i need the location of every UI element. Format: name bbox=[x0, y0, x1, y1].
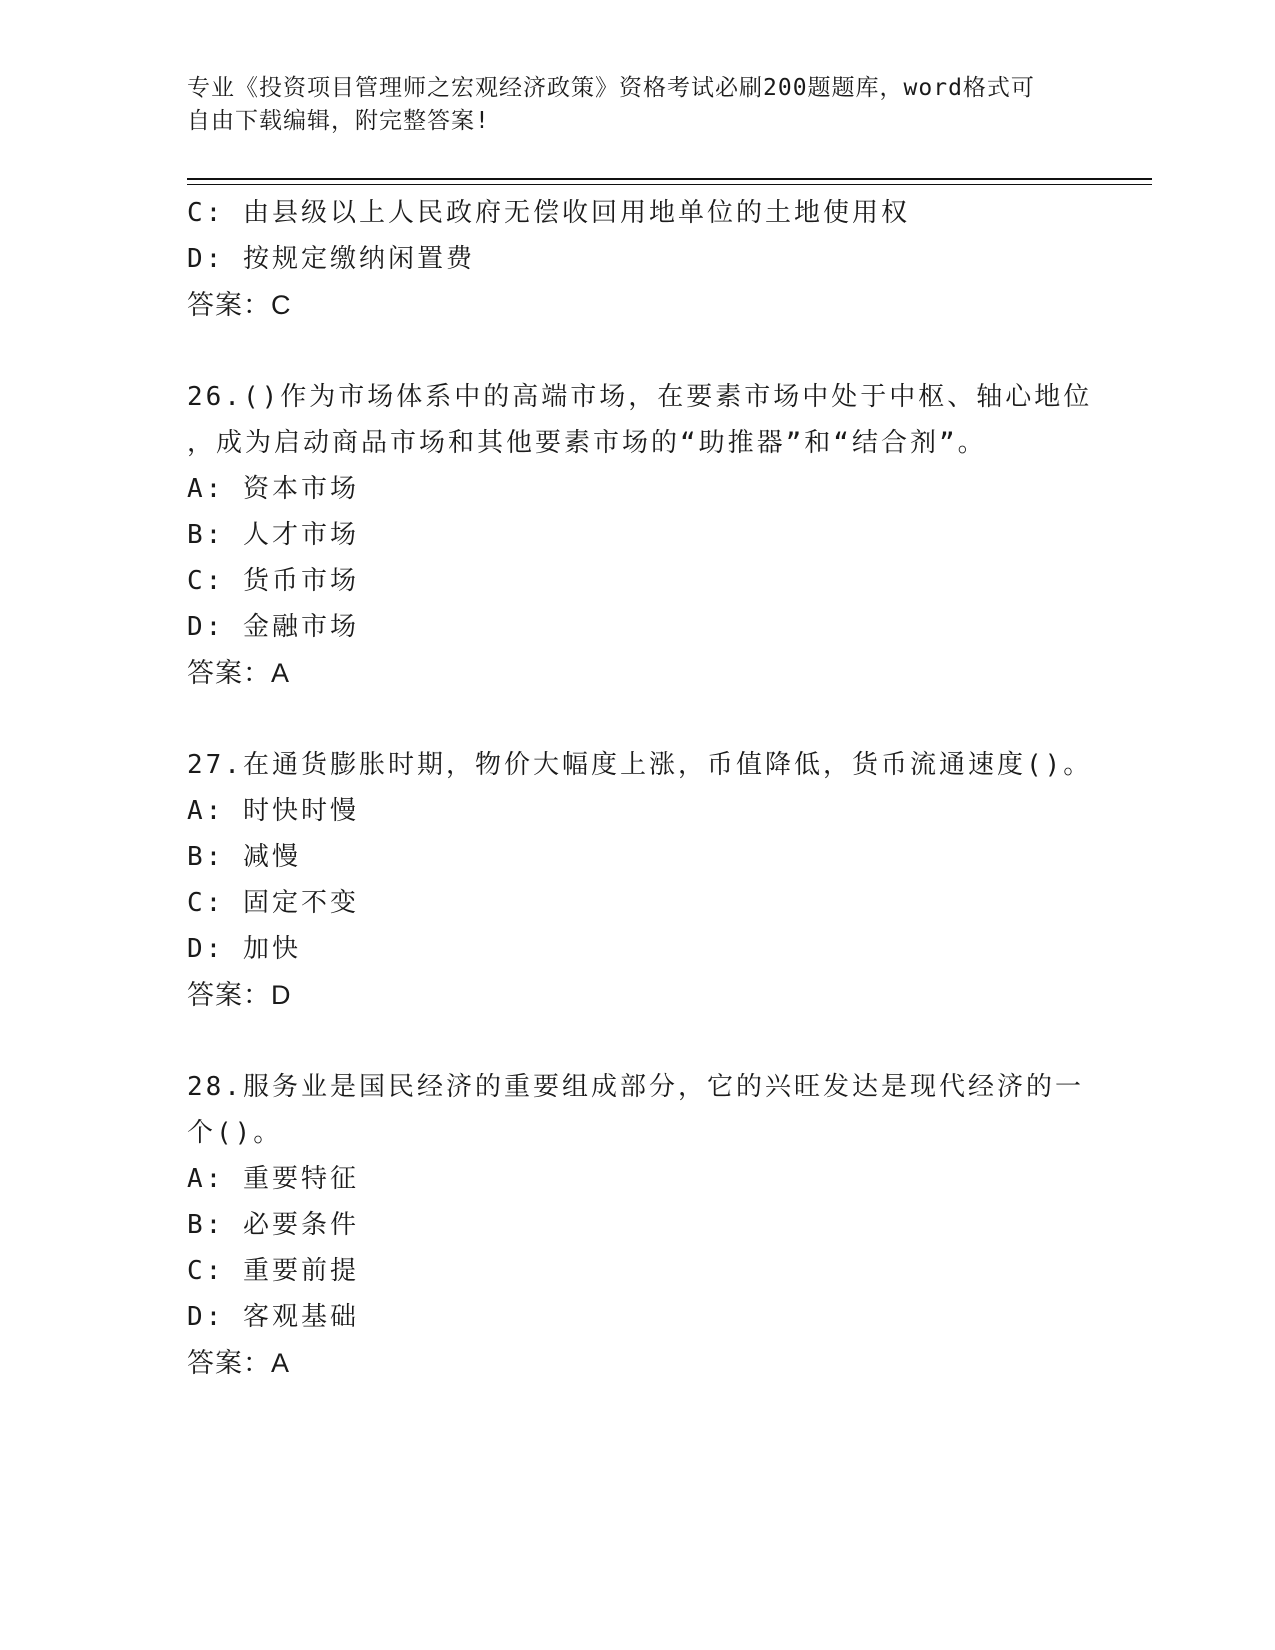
spacer bbox=[187, 696, 1067, 742]
question-block bbox=[187, 742, 1093, 1018]
fragment-option-c: C: 由县级以上人民政府无偿收回用地单位的土地使用权 bbox=[187, 198, 910, 228]
question-stem-line-1: 26.()作为市场体系中的高端市场，在要素市场中处于中枢、轴心地位 bbox=[187, 382, 1093, 412]
question-block bbox=[187, 1064, 1084, 1386]
header-line-1: 专业《投资项目管理师之宏观经济政策》资格考试必刷200题题库，word格式可 bbox=[187, 75, 1035, 101]
answer: 答案：D bbox=[187, 980, 292, 1010]
answer: 答案：A bbox=[187, 1348, 291, 1378]
fragment-answer: 答案：C bbox=[187, 290, 292, 320]
option-d: D: 客观基础 bbox=[187, 1302, 359, 1332]
option-b: B: 减慢 bbox=[187, 842, 301, 872]
option-c: C: 货币市场 bbox=[187, 566, 359, 596]
question-stem-line-1: 28.服务业是国民经济的重要组成部分，它的兴旺发达是现代经济的一 bbox=[187, 1072, 1084, 1102]
option-d: D: 金融市场 bbox=[187, 612, 359, 642]
answer: 答案：A bbox=[187, 658, 291, 688]
question-stem-line-1: 27.在通货膨胀时期，物价大幅度上涨，币值降低，货币流通速度()。 bbox=[187, 750, 1093, 780]
question-block bbox=[187, 374, 1093, 696]
option-c: C: 固定不变 bbox=[187, 888, 359, 918]
option-a: A: 资本市场 bbox=[187, 474, 359, 504]
question-stem-line-2: ，成为启动商品市场和其他要素市场的“助推器”和“结合剂”。 bbox=[187, 428, 987, 458]
question-content bbox=[187, 190, 1093, 1386]
header-rule-thick bbox=[187, 178, 1152, 180]
option-d: D: 加快 bbox=[187, 934, 301, 964]
option-c: C: 重要前提 bbox=[187, 1256, 359, 1286]
fragment-option-d: D: 按规定缴纳闲置费 bbox=[187, 244, 475, 274]
header-line-2: 自由下载编辑，附完整答案! bbox=[187, 108, 490, 134]
header-rule-thin bbox=[187, 184, 1152, 185]
option-b: B: 人才市场 bbox=[187, 520, 359, 550]
option-a: A: 时快时慢 bbox=[187, 796, 359, 826]
question-stem-line-2: 个()。 bbox=[187, 1118, 283, 1148]
document-header bbox=[187, 72, 1067, 138]
option-a: A: 重要特征 bbox=[187, 1164, 359, 1194]
spacer bbox=[187, 328, 1067, 374]
option-b: B: 必要条件 bbox=[187, 1210, 359, 1240]
spacer bbox=[187, 1018, 1067, 1064]
